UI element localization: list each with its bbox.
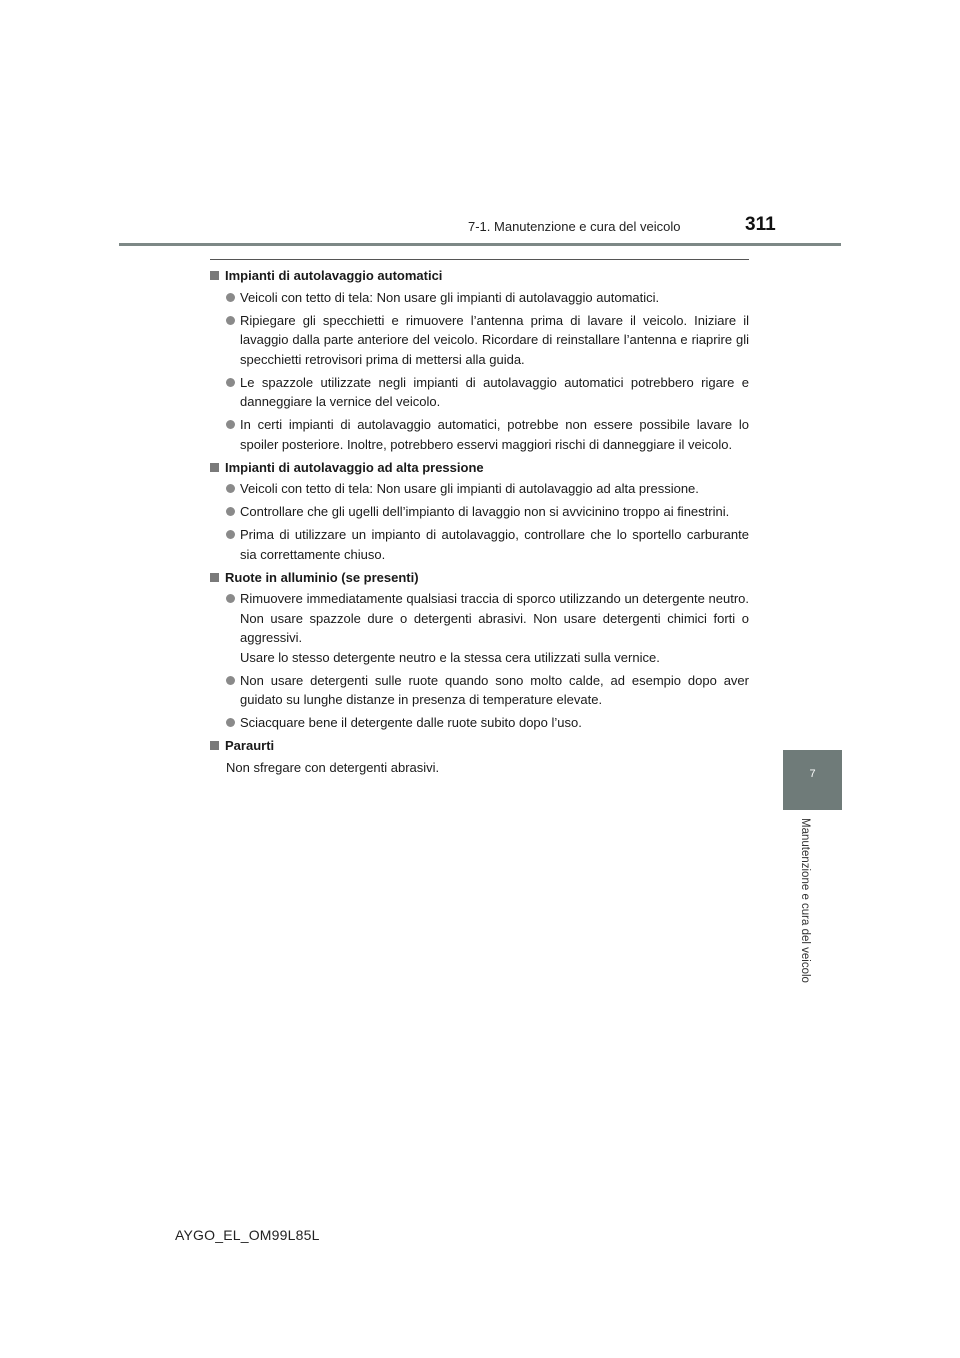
section-heading	[210, 458, 749, 478]
bullet-icon	[226, 507, 235, 516]
section-bumpers	[210, 736, 749, 777]
page-content	[210, 266, 749, 777]
section-title: Impianti di autolavaggio automatici	[225, 268, 443, 283]
content-divider	[210, 259, 749, 260]
bullet-icon	[226, 420, 235, 429]
section-heading	[210, 266, 749, 286]
section-text: Non sfregare con detergenti abrasivi.	[226, 759, 440, 775]
list-item: Veicoli con tetto di tela: Non usare gli impianti di autolavaggio automatici.	[210, 288, 749, 308]
square-bullet-icon	[210, 463, 219, 472]
bullet-icon	[226, 293, 235, 302]
square-bullet-icon	[210, 271, 219, 280]
list-item: Non usare detergenti sulle ruote quando sono molto calde, ad esempio dopo aver guidato su lunghe distanze in presenza di temperature elevate.	[210, 671, 749, 710]
list-item: In certi impianti di autolavaggio automatici, potrebbe non essere possibile lavare lo spoiler posteriore. Inoltre, potrebbero esservi maggiori rischi di danneggiare il veicolo.	[210, 415, 749, 454]
section-automatic-carwash	[210, 266, 749, 454]
header-divider	[119, 243, 841, 246]
section-high-pressure-carwash	[210, 458, 749, 565]
section-heading	[210, 568, 749, 588]
square-bullet-icon	[210, 573, 219, 582]
list-item: Veicoli con tetto di tela: Non usare gli impianti di autolavaggio ad alta pressione.	[210, 479, 749, 499]
bullet-icon	[226, 594, 235, 603]
section-aluminium-wheels	[210, 568, 749, 733]
list-item: Ripiegare gli specchietti e rimuovere l’antenna prima di lavare il veicolo. Iniziare il lavaggio dalla parte anteriore del veicolo. Ricordare di reinstallare l’antenna e riaprire gli specchietti retrovisori prima di mettersi alla guida.	[210, 311, 749, 370]
square-bullet-icon	[210, 741, 219, 750]
bullet-icon	[226, 484, 235, 493]
bullet-icon	[226, 316, 235, 325]
section-title: Ruote in alluminio (se presenti)	[225, 569, 419, 585]
chapter-number: 7	[809, 768, 816, 780]
list-item: Sciacquare bene il detergente dalle ruote subito dopo l’uso.	[210, 713, 749, 733]
list-item: Controllare che gli ugelli dell’impianto di lavaggio non si avvicinino troppo ai finestrini.	[210, 502, 749, 522]
list-item: Prima di utilizzare un impianto di autolavaggio, controllare che lo sportello carburante sia correttamente chiuso.	[210, 525, 749, 564]
list-item: Le spazzole utilizzate negli impianti di autolavaggio automatici potrebbero rigare e danneggiare la vernice del veicolo.	[210, 373, 749, 412]
bullet-icon	[226, 530, 235, 539]
section-heading	[210, 736, 749, 756]
list-item: Rimuovere immediatamente qualsiasi traccia di sporco utilizzando un detergente neutro. Non usare spazzole dure o detergenti abrasivi. Non usare detergenti chimici forti o aggressivi. Usare lo stesso detergente neutro e la stessa cera utilizzati sulla vernice.	[210, 589, 749, 667]
document-code: AYGO_EL_OM99L85L	[175, 1227, 320, 1243]
section-title: Paraurti	[225, 738, 275, 753]
chapter-tab	[783, 750, 842, 810]
bullet-icon	[226, 718, 235, 727]
page-number: 311	[745, 214, 776, 235]
chapter-tab-label: Manutenzione e cura del veicolo	[799, 818, 811, 983]
bullet-icon	[226, 378, 235, 387]
bullet-icon	[226, 676, 235, 685]
header-section-title: 7-1. Manutenzione e cura del veicolo	[468, 219, 681, 234]
section-title: Impianti di autolavaggio ad alta pressione	[225, 459, 484, 475]
